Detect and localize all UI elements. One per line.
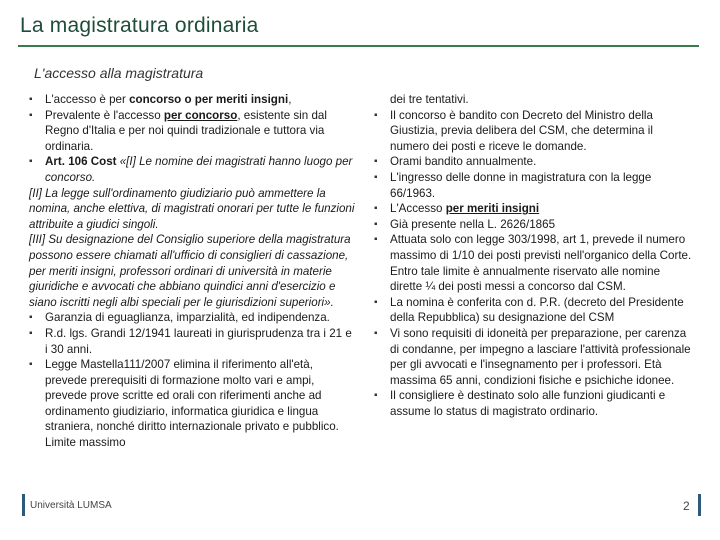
- left-column: [29, 92, 355, 451]
- bold-text: concorso o per meriti insigni: [129, 93, 289, 106]
- bullet-text: ,: [288, 93, 292, 106]
- bullet-judging-functions: ▪ Il consigliere è destinato solo alle funzioni giudicanti e assume lo status di magistrato ordinario.: [374, 388, 694, 419]
- slide-title: La magistratura ordinaria: [20, 14, 259, 37]
- underlined-text: per concorso: [163, 108, 238, 122]
- bullet-law-1865: ▪ Già presente nella L. 2626/1865: [374, 217, 694, 233]
- quote-text: «[I] Le nomine dei magistrati hanno luogo per concorso.: [45, 155, 353, 184]
- bullet-text: , esistente sin: [237, 108, 309, 122]
- bullet-merit-access: [374, 201, 694, 217]
- slide-subtitle: L'accesso alla magistratura: [34, 65, 204, 81]
- right-column: [374, 92, 694, 419]
- bullet-text: L'Accesso: [390, 202, 446, 216]
- bullet-annual: ▪ Orami bandito annualmente.: [374, 154, 694, 170]
- bullet-legge-mastella: ▪ Legge Mastella111/2007 elimina il riferimento all'età, prevede prerequisiti di formazione molto vari e ampi, prevede prove scritte ed orali con riferimenti anche ad ordinamento giudiziario, informatica giuridica e lingua straniera, nonché diritto internazionale privato e pubblico. Limite massimo: [29, 357, 355, 451]
- quote-paragraph-3: [III] Su designazione del Consiglio superiore della magistratura possono essere chiamati all'ufficio di consiglieri di cassazione, per meriti insigni, professori ordinari di università in materie giuridiche e avvocati che abbiano quindici anni d'esercizio e siano iscritti negli albi speciali per le giurisdizioni superiori».: [29, 233, 351, 309]
- bold-text: Art. 106 Cost: [45, 155, 117, 169]
- footer-right-accent: [698, 494, 701, 516]
- bullet-prevalent-access: [29, 108, 355, 155]
- bullet-text: L'accesso è per: [45, 93, 130, 106]
- page-number: 2: [683, 499, 690, 513]
- bullet-requirements: ▪ Vi sono requisiti di idoneità per preparazione, per carenza di condanne, per impegno a lasciare l'attività professionale per gli avvocati e l'insegnamento per i professori. Età massima 65 anni, condizioni fisiche e psichiche idonee.: [374, 326, 694, 388]
- bullet-art-106: [29, 154, 355, 185]
- bullet-text: dal Regno d'Italia e per noi quindi tradizionale e tuttora via ordinaria.: [45, 108, 327, 153]
- bullet-women-access: ▪ L'ingresso delle donne in magistratura con la legge 66/1963.: [374, 170, 694, 201]
- continued-text: dei tre tentativi.: [390, 93, 469, 106]
- title-divider: [18, 45, 699, 47]
- bullet-guarantee: ▪ Garanzia di eguaglianza, imparzialità, ed indipendenza.: [29, 310, 355, 326]
- bullet-concorso-decree: ▪ Il concorso è bandito con Decreto del Ministro della Giustizia, previa delibera del CSM, che determina il numero dei posti e riceve le domande.: [374, 108, 694, 155]
- bullet-dpr-nomination: ▪ La nomina è conferita con d. P.R. (decreto del Presidente della Repubblica) su designazione del CSM: [374, 295, 694, 326]
- bullet-rdl-grandi: ▪ R.d. lgs. Grandi 12/1941 laureati in giurisprudenza tra i 21 e i 30 anni.: [29, 326, 355, 357]
- underlined-text: per meriti insigni: [445, 202, 540, 216]
- footer-left-accent: [22, 494, 25, 516]
- bullet-text: Prevalente è l'accesso: [45, 108, 164, 122]
- quote-paragraph-2: [II] La legge sull'ordinamento giudiziario può ammettere la nomina, anche elettiva, di magistrati onorari per tutte le funzioni attribuite a giudici singoli.: [29, 186, 355, 231]
- bullet-access-methods: [29, 92, 355, 108]
- bullet-law-1998: ▪ Attuata solo con legge 303/1998, art 1, prevede il numero massimo di 1/10 dei posti previsti nell'organico della Corte. Entro tale limite è annualmente riservato alle nomine dirette ¼ dei posti messi a concorso dal CSM.: [374, 232, 694, 294]
- footer-university: Università LUMSA: [30, 500, 112, 511]
